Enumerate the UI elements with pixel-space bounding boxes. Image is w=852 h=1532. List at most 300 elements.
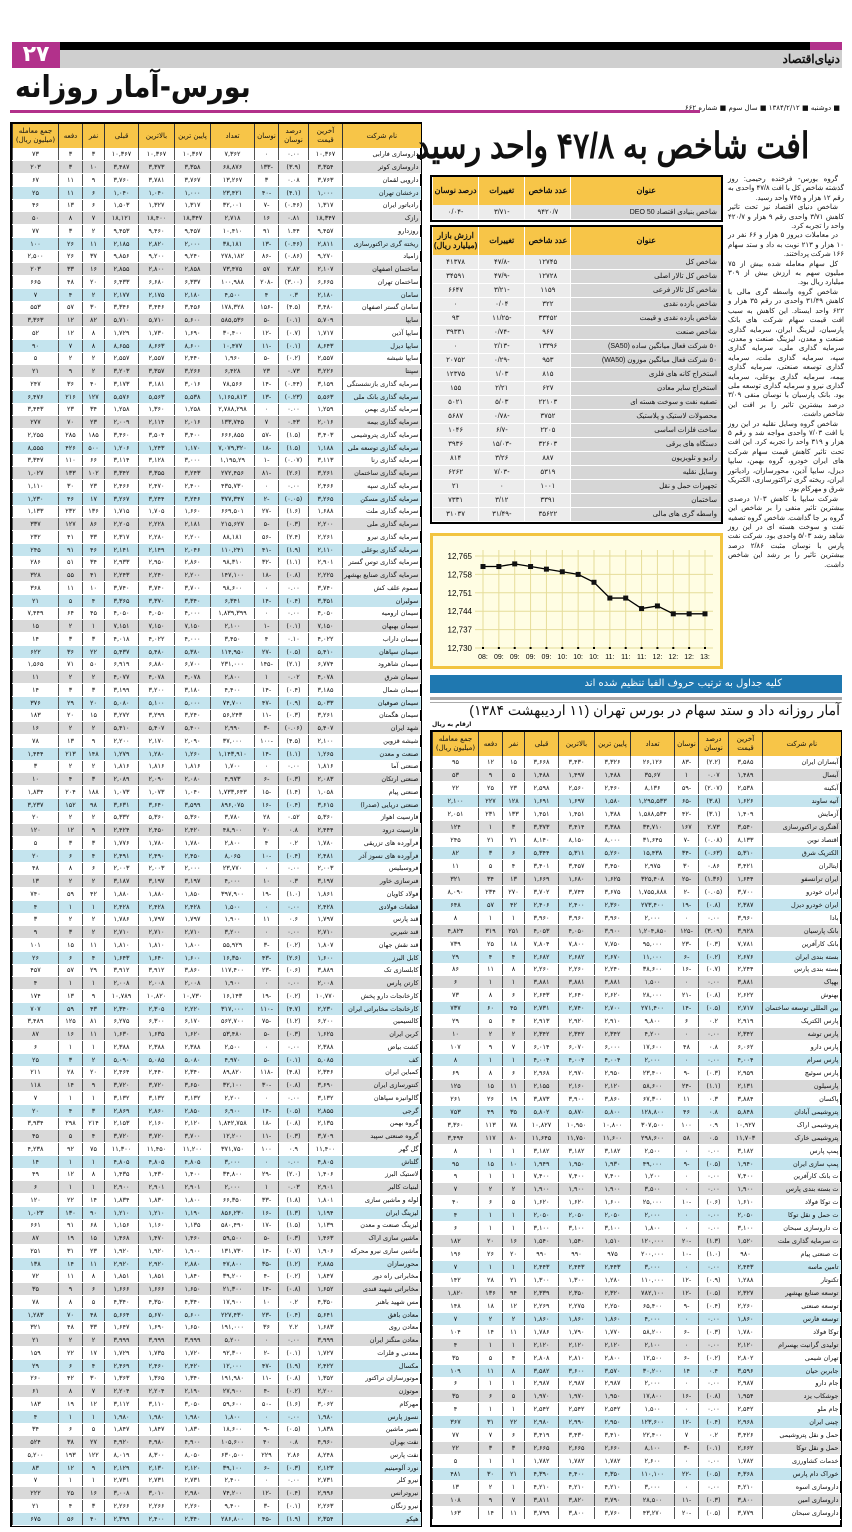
table-row: [433, 1338, 841, 1351]
cell-value: ۸: [83, 1168, 105, 1181]
column-header: درصد نوسان: [699, 732, 729, 756]
cell-value: ۰: [255, 607, 279, 620]
cell-value: ۱,۸۴۷: [309, 1270, 343, 1283]
cell-value: ۱,۸۰۰: [631, 1222, 675, 1235]
x-tick-label: 11:: [605, 654, 615, 661]
company-name: زامیاد: [343, 250, 421, 263]
company-name: حمل و نقل پتروشیمی: [763, 1429, 841, 1442]
cell-value: -۵: [255, 352, 279, 365]
company-name: آبکینه: [763, 782, 841, 795]
table-row: [433, 963, 841, 976]
cell-value: ۶: [59, 849, 83, 862]
cell-value: ۶,۰۷۰: [559, 1041, 595, 1054]
cell-value: ۴: [503, 860, 525, 873]
cell-value: ۱۷۸,۳۲۸: [211, 301, 255, 314]
cell-value: ۷: [83, 1385, 105, 1398]
cell-value: ۷۰: [59, 416, 83, 429]
company-name: صنعت و معدن: [343, 747, 421, 760]
cell-value: ۳,۵۹۶: [729, 1364, 763, 1377]
index-name: شاخص بازده نقدی: [571, 297, 721, 311]
cell-value: ۷: [433, 1312, 479, 1325]
cell-value: ۱,۰۵۸: [309, 786, 343, 799]
table-header-row: [433, 732, 841, 756]
cell-value: ۷۷: [433, 1429, 479, 1442]
cell-value: ۲,۲۴۴: [729, 963, 763, 976]
company-name: کف: [343, 1053, 421, 1066]
table-row: [13, 531, 421, 544]
table-row: [13, 696, 421, 709]
cell-value: ۲۳: [83, 416, 105, 429]
cell-value: ۲,۳۴۲: [559, 1028, 595, 1041]
cell-value: ۴,۴۰۰: [211, 684, 255, 697]
company-name: لوله و ماشین سازی: [343, 1194, 421, 1207]
company-name: جوشکاب یزد: [763, 1390, 841, 1403]
cell-value: ۱۳۰: [59, 1206, 83, 1219]
cell-value: ۲,۹۵۰: [139, 556, 175, 569]
cell-value: ۸,۰۶۵: [211, 849, 255, 862]
cell-value: ۲.۲: [279, 1321, 309, 1334]
cell-value: (۱.۹): [279, 1512, 309, 1525]
x-tick-mark: [498, 647, 500, 649]
company-name: داروسازی امین: [763, 1493, 841, 1506]
cell-value: ۷۳۹: [433, 937, 479, 950]
cell-value: ۱: [503, 1338, 525, 1351]
cell-value: ۲,۶۴۳: [525, 989, 559, 1002]
cell-value: ۹۰: [83, 1206, 105, 1219]
cell-value: ۲۷,۹۰۰: [211, 1385, 255, 1398]
column-header: بالاترین: [559, 732, 595, 756]
table-row: [13, 365, 421, 378]
cell-value: ۳,۶۷۵: [595, 885, 631, 898]
cell-value: ۱,۷۸۲: [525, 1455, 559, 1468]
cell-value: ۲,۶۶۵: [559, 1442, 595, 1455]
index-name: وسایل نقلیه: [571, 465, 721, 479]
table-row: [13, 1066, 421, 1079]
article-paragraph: کل سهام معامله شده بیش از ۷۵ میلیون سهم به ارزش بیش از ۳۰۹ میلیارد ریال بود.: [728, 260, 844, 287]
cell-value: ۵: [479, 1015, 503, 1028]
cell-value: ۷۸: [13, 735, 59, 748]
cell-value: ۱: [255, 671, 279, 684]
cell-value: ۷۴,۲۰۰: [211, 1487, 255, 1500]
cell-value: ۰.۰۰: [279, 926, 309, 939]
table-row: [13, 1321, 421, 1334]
cell-value: ۲۹۸,۶۰۰: [631, 1131, 675, 1144]
cell-value: ۲,۲۰۰: [309, 518, 343, 531]
cell-value: ۱: [83, 620, 105, 633]
table-row: [433, 1312, 841, 1325]
table-row: [433, 1299, 841, 1312]
cell-value: -۱۸: [255, 569, 279, 582]
x-tick-label: 11:: [636, 654, 647, 661]
cell-value: ۳: [83, 1500, 105, 1513]
cell-value: ۱,۷۷۶: [105, 837, 139, 850]
cell-value: ۸۳: [13, 1461, 59, 1474]
cell-value: ۱: [59, 1092, 83, 1105]
cell-value: ۳۹۷,۹۰۰: [211, 888, 255, 901]
cell-value: ۲۰: [255, 824, 279, 837]
cell-value: ۲.۷۳: [699, 821, 729, 834]
cell-value: ۳,۷۴۰: [139, 582, 175, 595]
table-row: [433, 1455, 841, 1468]
company-name: مخابراتی راه دور: [343, 1270, 421, 1283]
cell-value: ۵,۲۰۰: [211, 1334, 255, 1347]
cell-value: ۲,۴۶۶: [309, 480, 343, 493]
cell-value: ۴۳,۲۷۰: [631, 1506, 675, 1519]
cell-value: ۳,۷۲۰: [139, 1130, 175, 1143]
cell-value: ۱,۰۲۳: [13, 1206, 59, 1219]
cell-value: ۳۵,۶۷: [631, 769, 675, 782]
cell-value: ۶,۰۶۲: [729, 1041, 763, 1054]
cell-value: ۲,۹۰۱: [309, 556, 343, 569]
cell-value: ۰: [255, 403, 279, 416]
cell-value: ۲,۲۲۵: [309, 569, 343, 582]
cell-value: ۵: [479, 860, 503, 873]
cell-value: ۹۹۰: [559, 1248, 595, 1261]
company-name: ایتالران: [763, 860, 841, 873]
cell-value: ۲.۸۲: [279, 263, 309, 276]
cell-value: ۱,۱۳۳: [13, 505, 59, 518]
cell-value: ۱,۷۹۷: [139, 913, 175, 926]
cell-value: ۰.۳: [279, 875, 309, 888]
cell-value: ۱,۱۶۵,۸۱۳: [211, 390, 255, 403]
index-value: ۳/۱۲: [479, 493, 525, 507]
cell-value: ۱۰: [433, 1028, 479, 1041]
table-row: [13, 212, 421, 225]
cell-value: ۴: [255, 837, 279, 850]
cell-value: ۱,۳۱۷: [309, 199, 343, 212]
cell-value: ۳۴,۷۱۰: [631, 821, 675, 834]
cell-value: ۳,۴۸۷: [105, 161, 139, 174]
cell-value: ۳,۸۰۰: [729, 1493, 763, 1506]
company-name: داروسازی فارابی: [343, 148, 421, 161]
cell-value: ۱,۶۱۰: [729, 1196, 763, 1209]
cell-value: (۱.۵): [279, 429, 309, 442]
cell-value: ۱: [83, 900, 105, 913]
table-row: [13, 403, 421, 416]
cell-value: ۲: [83, 365, 105, 378]
cell-value: -۱۱: [255, 709, 279, 722]
cell-value: -۴۰: [255, 186, 279, 199]
cell-value: ۲,۸۵۵: [309, 1104, 343, 1117]
cell-value: ۱۶,۱۴۳: [211, 990, 255, 1003]
table-row: [433, 860, 841, 873]
cell-value: ۱,۸۴۲,۷۵۸: [211, 1117, 255, 1130]
cell-value: ۲,۷۳۱: [139, 1474, 175, 1487]
company-name: پمپ سازی ایران: [763, 1157, 841, 1170]
table-row: [13, 875, 421, 888]
cell-value: ۱۱: [83, 1028, 105, 1041]
cell-value: ۰: [255, 480, 279, 493]
index-row: [433, 465, 722, 479]
cell-value: ۲,۲۴۳: [105, 569, 139, 582]
cell-value: ۰.۰۰: [699, 1312, 729, 1325]
cell-value: ۱۰,۸۰۰: [595, 1118, 631, 1131]
company-name: پارس سوئیچ: [763, 1067, 841, 1080]
cell-value: ۳۸,۱۸۱: [211, 237, 255, 250]
cell-value: -۲۰۸: [255, 276, 279, 289]
cell-value: ۵,۴۳۷: [105, 645, 139, 658]
cell-value: ۲,۱۸۰: [309, 288, 343, 301]
table-row: [13, 1398, 421, 1411]
cell-value: ۲,۸۲۰: [139, 237, 175, 250]
table-row: [433, 1157, 841, 1170]
cell-value: ۱۲,۵۰۰: [631, 1351, 675, 1364]
cell-value: -۲۳: [255, 964, 279, 977]
x-tick-mark: [514, 647, 516, 649]
cell-value: ۲۳۱: [479, 808, 503, 821]
company-name: سامان: [343, 288, 421, 301]
cell-value: (۱.۱): [699, 1079, 729, 1092]
table-row: [13, 849, 421, 862]
cell-value: ۳۷۶: [13, 696, 59, 709]
cell-value: ۳۲۱: [13, 1321, 59, 1334]
cell-value: ۲,۴۴۳: [729, 1261, 763, 1274]
index-table-header: [433, 227, 722, 255]
cell-value: ۶۵,۴۰۰: [631, 1299, 675, 1312]
table-row: [13, 709, 421, 722]
cell-value: ۷,۱۵۰: [175, 620, 211, 633]
table-row: [433, 1364, 841, 1377]
cell-value: ۲,۹۵۰: [595, 1067, 631, 1080]
index-value: ۵۳۱۹: [525, 465, 571, 479]
cell-value: ۱۱۷,۴۰۰: [211, 964, 255, 977]
cell-value: ۲۶: [479, 1248, 503, 1261]
cell-value: ۲۴۵: [433, 834, 479, 847]
cell-value: ۰.۵: [699, 1131, 729, 1144]
cell-value: ۰.۰۰: [699, 1222, 729, 1235]
cell-value: ۰.۲: [279, 1296, 309, 1309]
table-row: [433, 795, 841, 808]
cell-value: ۱,۲۵۸: [105, 403, 139, 416]
company-name: معدنی و فلزات: [343, 1347, 421, 1360]
cell-value: ۱,۱۹۰: [175, 1206, 211, 1219]
cell-value: ۱,۸۱۰: [139, 939, 175, 952]
company-name: موتورسازان تراکتور: [343, 1372, 421, 1385]
cell-value: ۲,۷۳۱: [175, 1474, 211, 1487]
cell-value: ۶: [59, 1423, 83, 1436]
cell-value: ۱,۲۸۸: [729, 1274, 763, 1287]
cell-value: ۲,۳۴۲: [729, 1028, 763, 1041]
cell-value: ۱,۹۸۰: [175, 1410, 211, 1423]
cell-value: ۱,۷۲۹: [105, 327, 139, 340]
cell-value: ۲۶۱: [433, 1092, 479, 1105]
cell-value: ۳,۵۸۲: [525, 1364, 559, 1377]
company-name: سیمان شمال: [343, 684, 421, 697]
cell-value: ۰: [675, 1209, 699, 1222]
cell-value: ۴: [503, 950, 525, 963]
data-point: [607, 596, 612, 601]
cell-value: ۳,۴۵۰: [595, 860, 631, 873]
cell-value: ۳۴: [83, 556, 105, 569]
cell-value: ۲۹: [433, 1015, 479, 1028]
cell-value: -۱۶: [675, 963, 699, 976]
index-row: [433, 311, 722, 325]
cell-value: ۰.۰۰: [279, 1474, 309, 1487]
cell-value: ۴۰: [83, 378, 105, 391]
cell-value: ۵: [13, 837, 59, 850]
cell-value: ۸,۰۰۰: [595, 834, 631, 847]
cell-value: ۲۹: [83, 964, 105, 977]
cell-value: ۳,۷۴۰: [309, 582, 343, 595]
cell-value: -۴۷: [255, 696, 279, 709]
cell-value: ۳,۷۶۰: [595, 1506, 631, 1519]
cell-value: ۲۷۸,۱۸۲: [211, 250, 255, 263]
cell-value: ۱,۶۲۰: [175, 1028, 211, 1041]
cell-value: ۳,۳۵۴: [309, 161, 343, 174]
cell-value: ۳: [83, 633, 105, 646]
index-value: ۹۳: [433, 311, 479, 325]
cell-value: ۲,۱۳۵: [309, 1117, 343, 1130]
cell-value: ۱: [503, 1209, 525, 1222]
cell-value: ۳,۱۹۹: [105, 684, 139, 697]
cell-value: ۸: [59, 862, 83, 875]
cell-value: ۲,۲۶۱: [309, 531, 343, 544]
index-value: ۰/۰۴: [479, 297, 525, 311]
cell-value: ۲۰: [59, 709, 83, 722]
table-row: [433, 834, 841, 847]
cell-value: ۱: [479, 1144, 503, 1157]
cell-value: ۷,۷۸۱: [729, 937, 763, 950]
index-value: -۲/۱۳: [479, 339, 525, 353]
article-paragraph: شاخص دنیای اقتصاد نیز تحت تاثیر کاهش ۳/۷۱ واحدی رقم ۹ هزار و ۴۲۰/۷ واحد را تجربه کرد.: [728, 204, 844, 231]
cell-value: ۱: [83, 1474, 105, 1487]
intraday-index-chart: [430, 533, 723, 669]
cell-value: ۲,۶۶۵: [525, 1442, 559, 1455]
x-tick-label: 09:: [493, 654, 504, 661]
cell-value: ۱,۰۰۰: [309, 186, 343, 199]
company-name: سرمایه گذاری مسکن: [343, 492, 421, 505]
cell-value: ۳,۷۰۰: [175, 1130, 211, 1143]
data-point: [592, 580, 597, 585]
cell-value: -۸۱: [255, 467, 279, 480]
company-name: ت صنعتی پیام: [763, 1248, 841, 1261]
cell-value: ۳,۸۷۳: [525, 1092, 559, 1105]
cell-value: ۱۰,۷۸۹: [105, 990, 139, 1003]
cell-value: ۱۲۵: [433, 1079, 479, 1092]
cell-value: ۳۱: [59, 1245, 83, 1258]
cell-value: ۲,۱۴۹: [139, 543, 175, 556]
cell-value: ۶,۴۷۶: [13, 390, 59, 403]
cell-value: ۱۴: [59, 1079, 83, 1092]
data-point: [671, 611, 676, 616]
index-value: -۳/۷۱: [479, 205, 525, 219]
cell-value: ۵۹,۶۰۰: [211, 1398, 255, 1411]
company-name: کارخانجات دارو پخش: [343, 990, 421, 1003]
column-header: آخرین قیمت: [309, 124, 343, 148]
cell-value: ۷۳: [13, 148, 59, 161]
table-row: [13, 1053, 421, 1066]
cell-value: ۱,۸۰۷: [309, 939, 343, 952]
cell-value: ۱,۸۰۰: [175, 1194, 211, 1207]
cell-value: ۰.۰۰: [279, 403, 309, 416]
cell-value: ۸,۶۵۵: [105, 339, 139, 352]
cell-value: (۰.۲): [279, 939, 309, 952]
company-name: بادا: [763, 911, 841, 924]
cell-value: ۲,۵۴۲: [729, 1403, 763, 1416]
cell-value: ۳,۶۱۵: [309, 798, 343, 811]
cell-value: ۱۱: [59, 174, 83, 187]
table-row: [13, 339, 421, 352]
company-name: تهران شیمی: [763, 1351, 841, 1364]
cell-value: ۷۱: [59, 658, 83, 671]
index-value: ۲۰۷۵۲: [433, 353, 479, 367]
cell-value: ۱,۷۲۰: [175, 1347, 211, 1360]
cell-value: ۲۳۴: [479, 885, 503, 898]
cell-value: ۱,۷۲۷: [309, 1347, 343, 1360]
cell-value: ۳,۴۶۰: [105, 429, 139, 442]
cell-value: ۲۳: [255, 365, 279, 378]
cell-value: ۲,۲۰۰: [309, 1385, 343, 1398]
cell-value: ۹۵: [433, 756, 479, 769]
cell-value: ۱۲: [59, 1168, 83, 1181]
table-row: [13, 429, 421, 442]
cell-value: ۱,۹۰۶: [309, 1245, 343, 1258]
cell-value: ۱: [59, 1155, 83, 1168]
cell-value: ۳,۷۶۷: [175, 174, 211, 187]
cell-value: ۳,۱۱۲: [105, 1398, 139, 1411]
company-name: لیزینگ صنعت و معدن: [343, 1219, 421, 1232]
cell-value: ۱۳: [13, 875, 59, 888]
cell-value: ۱,۴۸۹: [729, 769, 763, 782]
company-name: لبنیات کالبر: [343, 1181, 421, 1194]
index-value: ۸۱۴: [433, 451, 479, 465]
cell-value: ۲,۲۰۴: [105, 1385, 139, 1398]
cell-value: ۰: [675, 1054, 699, 1067]
cell-value: ۲۲,۴۰۰: [631, 1429, 675, 1442]
cell-value: ۷۵۳: [433, 1105, 479, 1118]
company-name: معادن منگنز ایران: [343, 1334, 421, 1347]
cell-value: ۱۲۰,۰۰۰: [631, 1235, 675, 1248]
cell-value: -۳۳: [255, 1194, 279, 1207]
company-name: بانک پارسیان: [763, 924, 841, 937]
cell-value: ۱۱: [255, 913, 279, 926]
cell-value: ۲,۸۵۰: [175, 1104, 211, 1117]
cell-value: ۵۶,۲۴۳: [211, 709, 255, 722]
table-row: [13, 990, 421, 1003]
data-point: [560, 569, 565, 574]
company-name: پارس توشه: [763, 1028, 841, 1041]
cell-value: ۱۹۶: [433, 1248, 479, 1261]
table-row: [433, 1092, 841, 1105]
company-name: کمباین ایران: [343, 1066, 421, 1079]
cell-value: (۰.۲): [699, 950, 729, 963]
cell-value: ۳,۴۰۳: [309, 429, 343, 442]
cell-value: ۶۷: [13, 174, 59, 187]
cell-value: ۹۰: [13, 339, 59, 352]
cell-value: ۱,۶۹۰: [175, 327, 211, 340]
cell-value: ۱,۲۰۰: [631, 1170, 675, 1183]
cell-value: ۱,۳۵۲: [309, 1372, 343, 1385]
cell-value: ۳,۱۸۲: [525, 1144, 559, 1157]
cell-value: ۴,۸۰۵: [105, 1155, 139, 1168]
cell-value: ۰.۰۰: [699, 1170, 729, 1183]
table-row: [13, 1296, 421, 1309]
cell-value: ۲,۴۲۸: [309, 900, 343, 913]
cell-value: ۱,۸۲۰: [433, 1286, 479, 1299]
cell-value: ۴,۰۷۸: [175, 671, 211, 684]
cell-value: (۰.۶۳): [699, 847, 729, 860]
column-header: جمع معامله (میلیون ریال): [13, 124, 59, 148]
table-row: [13, 1308, 421, 1321]
cell-value: ۲۲: [433, 782, 479, 795]
cell-value: ۱: [83, 1041, 105, 1054]
cell-value: ۹: [83, 824, 105, 837]
cell-value: ۶: [675, 1015, 699, 1028]
cell-value: ۱,۱۴۳,۹۱۰: [211, 747, 255, 760]
cell-value: ۹۸۰: [729, 1248, 763, 1261]
cell-value: -۱۴: [675, 1002, 699, 1015]
column-header: نام شرکت: [343, 124, 421, 148]
